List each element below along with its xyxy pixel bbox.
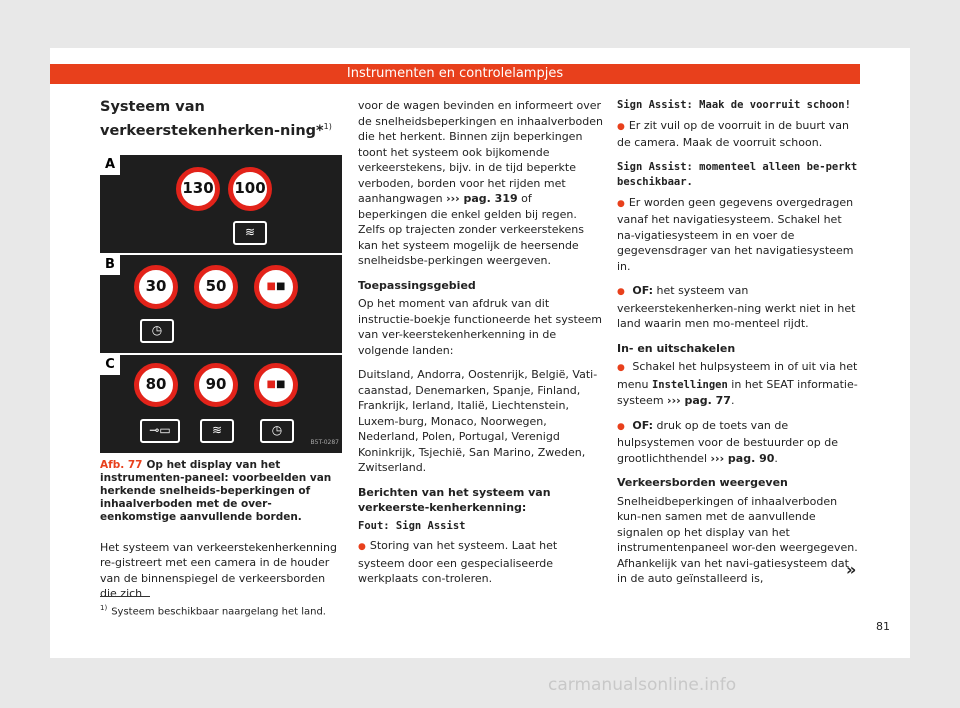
footnote	[100, 604, 326, 617]
trailer-icon: ⊸▭	[140, 419, 180, 443]
panel-label: B	[100, 255, 120, 275]
figure-panel-c	[100, 355, 342, 453]
paragraph: Op het moment van afdruk van dit instructie-boekje functioneerde het systeem van ver-keerstekenherkenning in de volgende landen:	[358, 297, 603, 357]
text: het systeem van verkeerstekenherken-ning werkt niet in het land waarin men mo-menteel rijdt.	[617, 284, 856, 330]
footnote-mark: 1)	[323, 122, 332, 131]
text: druk op de toets van de hulpsystemen voor de bestuurder op de grootlichthendel	[617, 418, 839, 465]
paragraph: Snelheidbeperkingen of inhaalverboden kun-nen samen met de aanvullende signalen op het display van het instrumentenpaneel wor-den weergegeven. Afhankelijk van het navi-gatiesysteem dat in de auto geïnstalleerd is,	[617, 494, 858, 585]
speed-sign-90: 90	[194, 363, 238, 407]
figure-77	[100, 155, 342, 453]
speed-sign-80: 80	[134, 363, 178, 407]
bullet-item: ● Er zit vuil op de voorruit in de buurt van de camera. Maak de voorruit schoon.	[617, 118, 862, 151]
text: Schakel het hulpsysteem in of uit via het menu	[617, 360, 858, 391]
panel-label: A	[100, 155, 120, 175]
subheading: In- en uitschakelen	[617, 341, 736, 355]
caption-text: Op het display van het instrumenten-paneel: voorbeelden van herkende snelheids-beperkingen of inhaalverboden met de over-eenkomstige aanvullende borden.	[100, 458, 332, 523]
bullet-item	[617, 418, 862, 467]
chapter-header: Instrumenten en controlelampjes	[50, 64, 860, 84]
time-icon: ◷	[260, 419, 294, 443]
subheading: Berichten van het systeem van verkeerste-kenherkenning:	[358, 485, 551, 514]
text: voor de wagen bevinden en informeert over de snelheidsbeperkingen en inhaalverboden die het herkent. Binnen zijn beperkingen toont het systeem ook bijkomende verkeerstekens, bijv. in de tijd beperkte verboden, borden voor het rijden met aanhangwagen	[358, 99, 603, 205]
speed-sign-30: 30	[134, 265, 178, 309]
no-overtaking-sign: ■ ■	[254, 363, 298, 407]
bullet-item: ● Storing van het systeem. Laat het systeem door een gespecialiseerde werkplaats con-troleren.	[358, 538, 603, 587]
bullet-label: OF:	[632, 284, 654, 297]
section-title	[100, 98, 345, 141]
speed-sign-50: 50	[194, 265, 238, 309]
bullet-item	[617, 359, 862, 409]
figure-ref: Afb. 77	[100, 458, 143, 471]
no-overtaking-sign: ■ ■	[254, 265, 298, 309]
message-code: Sign Assist: momenteel alleen be-perkt beschikbaar.	[617, 160, 858, 188]
paragraph	[358, 98, 603, 269]
figure-code: B5T-0287	[310, 439, 339, 447]
figure-caption	[100, 459, 345, 524]
bullet-item	[617, 283, 862, 332]
rain-icon: ≋	[200, 419, 234, 443]
bullet-label: OF:	[632, 418, 654, 432]
footnote-mark: 1)	[100, 604, 108, 612]
page-link[interactable]: ››› pag. 77	[667, 394, 731, 407]
text: .	[730, 394, 735, 407]
message-code: Fout: Sign Assist	[358, 519, 466, 532]
section-title-text: Systeem van verkeerstekenherken-ning*	[100, 99, 324, 139]
bullet-item: ● Er worden geen gegevens overgedragen vanaf het navigatiesysteem. Schakel het na-vigatiesysteem in en voer de gegevensdrager van het navigatiesysteem in.	[617, 195, 862, 275]
text: .	[774, 451, 778, 465]
column-1	[100, 98, 345, 611]
continue-icon: »	[846, 560, 857, 579]
figure-panel-b	[100, 255, 342, 355]
message-code: Sign Assist: Maak de voorruit schoon!	[617, 99, 851, 111]
subheading: Toepassingsgebied	[358, 278, 476, 292]
page-link[interactable]: ››› pag. 90	[710, 451, 775, 465]
speed-sign-130: 130	[176, 167, 220, 211]
time-icon: ◷	[140, 319, 174, 343]
footnote-text: Systeem beschikbaar naargelang het land.	[111, 606, 326, 618]
subheading: Verkeersborden weergeven	[617, 476, 788, 489]
paragraph: Duitsland, Andorra, Oostenrijk, België, Vati-caanstad, Denemarken, Spanje, Finland, Frankrijk, Ierland, Italië, Liechtenstein, Luxem-burg, Monaco, Noorwegen, Nederland, Polen, Portugal, Verenigd Koninkrijk, Tsjechië, San Marino, Zweden, Zwitserland.	[358, 368, 598, 474]
text: of beperkingen die enkel gelden bij regen. Zelfs op trajecten zonder verkeerstekens kan het systeem mogelijk de heersende snelheidsbe-perkingen weergeven.	[358, 192, 585, 267]
footnote-divider	[100, 596, 150, 597]
column-2	[358, 98, 603, 596]
page-number: 81	[876, 620, 890, 633]
watermark: carmanualsonline.info	[548, 675, 737, 695]
text: in het SEAT informatie-systeem	[617, 377, 858, 407]
page-link[interactable]: ››› pag. 319	[446, 192, 518, 205]
panel-label: C	[100, 355, 120, 375]
paragraph: Het systeem van verkeerstekenherkenning re-gistreert met een camera in de houder van de binnenspiegel de verkeersborden die zich	[100, 540, 337, 601]
rain-icon: ≋	[233, 221, 267, 245]
figure-panel-a	[100, 155, 342, 255]
menu-name: Instellingen	[651, 378, 728, 391]
speed-sign-100: 100	[228, 167, 272, 211]
column-3	[617, 98, 862, 596]
